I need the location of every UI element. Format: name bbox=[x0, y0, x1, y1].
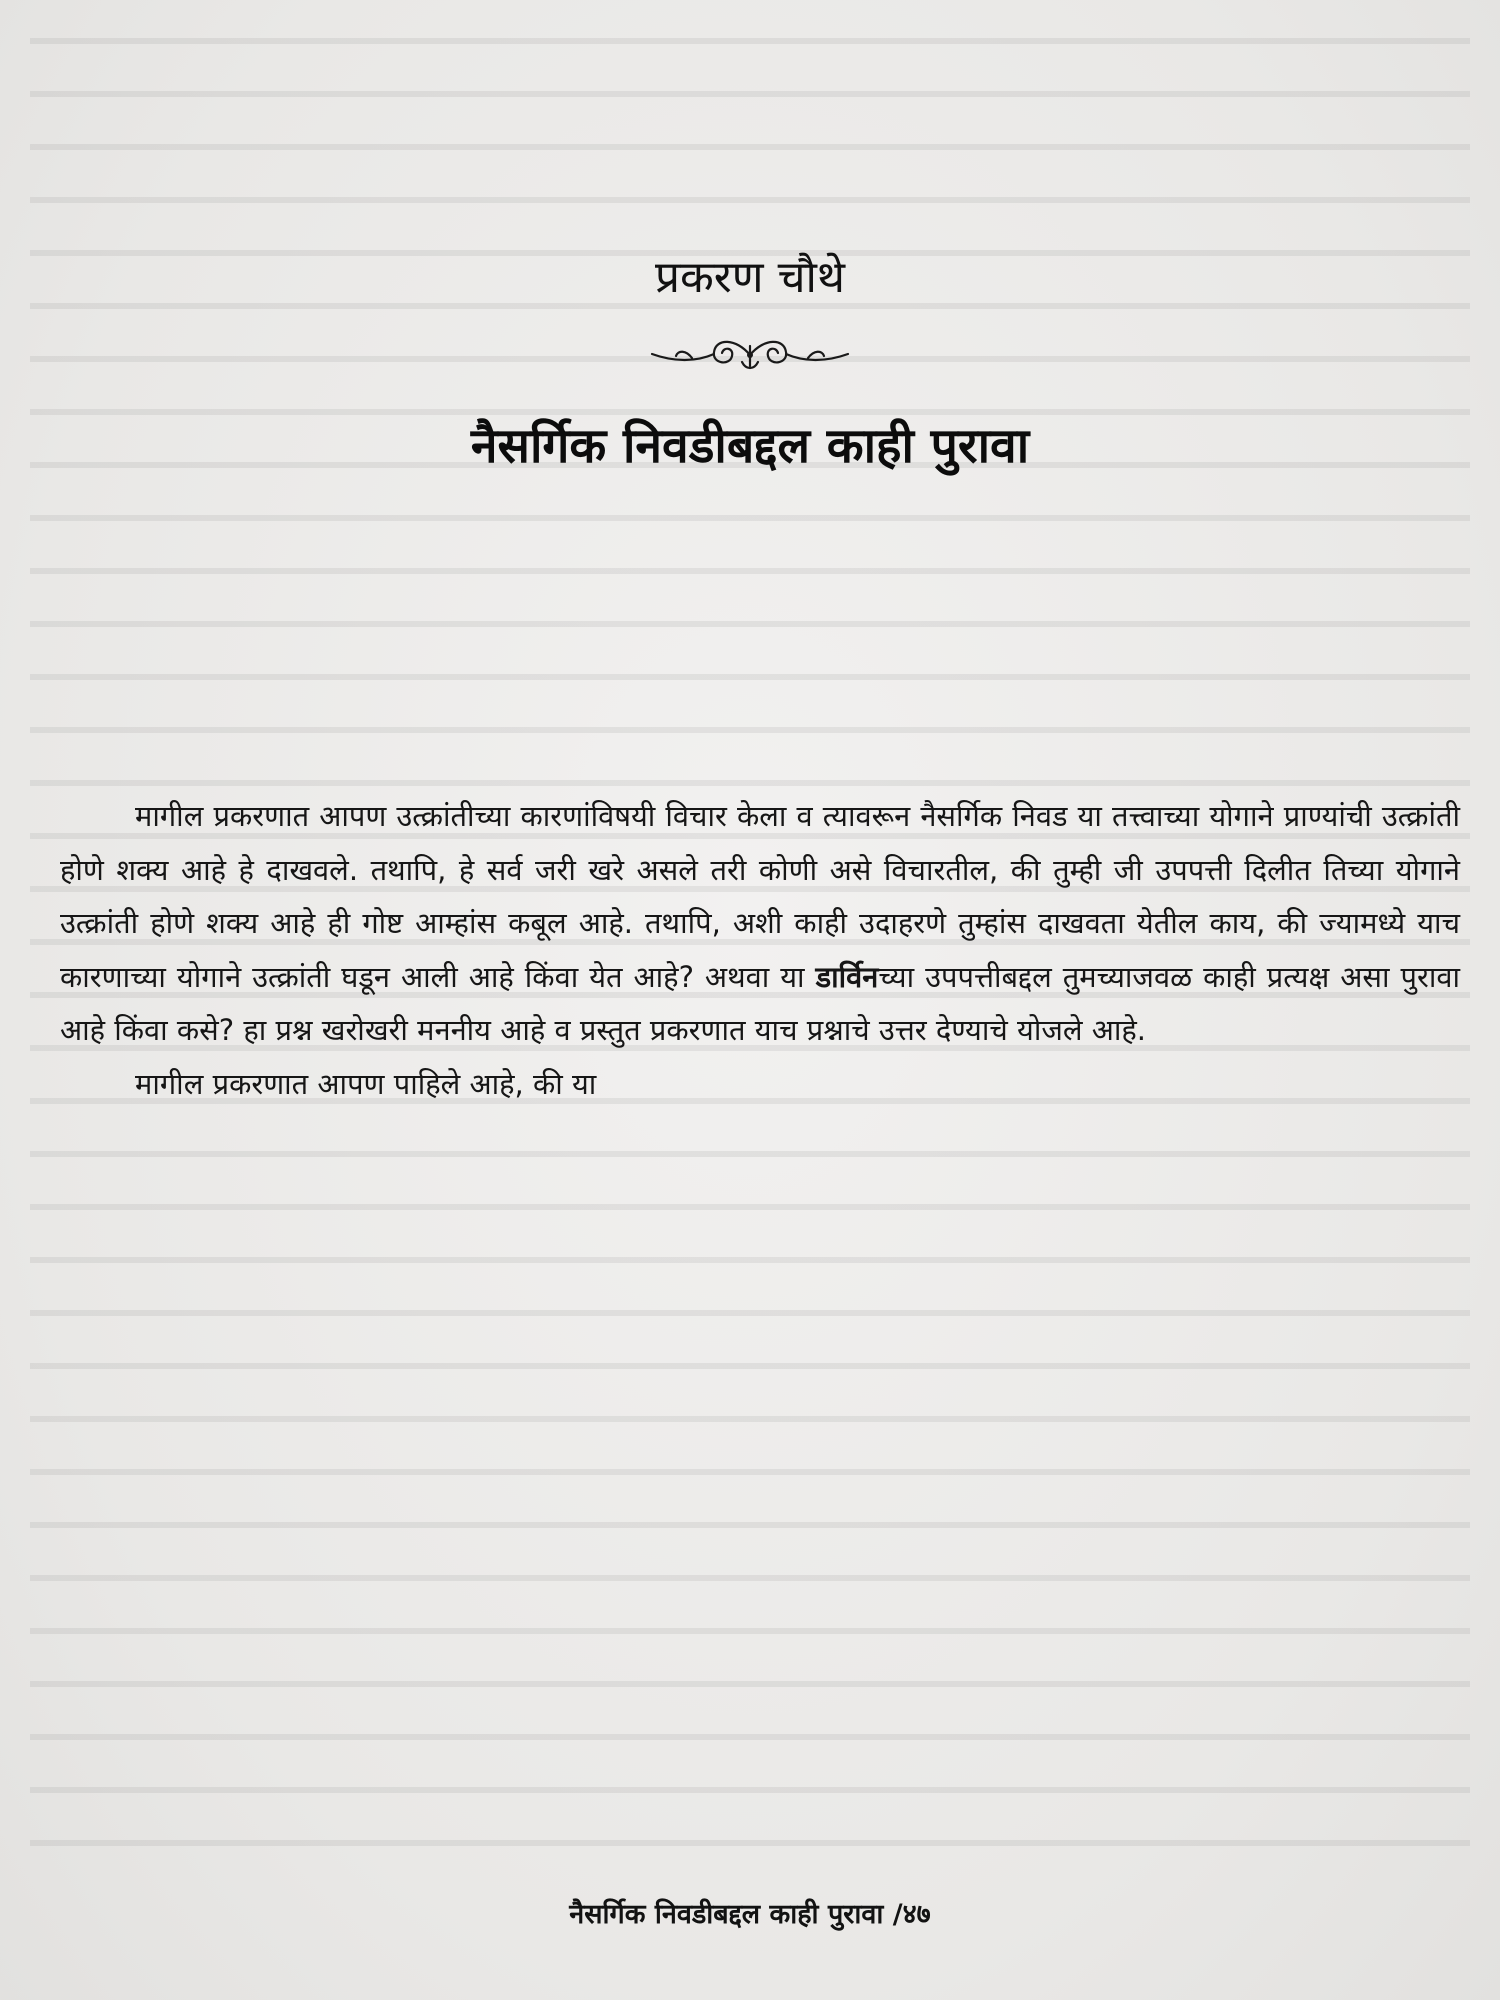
paragraph-text: च्या उपपत्तीबद्दल तुमच्याजवळ काही प्रत्यक्ष असा पुरावा आहे किंवा कसे? हा प्रश्न खरोखरी मननीय आहे व प्रस्तुत प्रकरणात याच प्रश्नाचे उत्तर देण्याचे योजले आहे. bbox=[60, 959, 1460, 1047]
paragraph-2 bbox=[60, 1058, 1460, 1112]
chapter-title: नैसर्गिक निवडीबद्दल काही पुरावा bbox=[470, 418, 1030, 474]
page-number: /४७ bbox=[892, 1899, 931, 1930]
running-title: नैसर्गिक निवडीबद्दल काही पुरावा bbox=[569, 1899, 884, 1930]
chapter-number: प्रकरण चौथे bbox=[654, 252, 846, 303]
page-footer bbox=[0, 1895, 1500, 1935]
body-text bbox=[60, 790, 1460, 1111]
paragraph-1 bbox=[60, 790, 1460, 1058]
flourish-ornament-icon bbox=[640, 332, 860, 378]
bold-name: डार्विन bbox=[815, 959, 879, 994]
paragraph-text: मागील प्रकरणात आपण पाहिले आहे, की या bbox=[135, 1066, 597, 1101]
paragraph-text: मागील प्रकरणात आपण उत्क्रांतीच्या कारणांविषयी विचार केला व त्यावरून नैसर्गिक निवड या तत्त्वाच्या योगाने प्राण्यांची उत्क्रांती होणे शक्य आहे हे दाखवले. तथापि, हे सर्व जरी खरे असले तरी कोणी असे विचारतील, की तुम्ही जी उपपत्ती दिलीत तिच्या योगाने उत्क्रांती होणे शक्य आहे ही गोष्ट आम्हांस कबूल आहे. तथापि, अशी काही उदाहरणे तुम्हांस दाखवता येतील काय, की ज्यामध्ये याच कारणाच्या योगाने उत्क्रांती घडून आली आहे किंवा येत आहे? अथवा या bbox=[60, 799, 1460, 994]
